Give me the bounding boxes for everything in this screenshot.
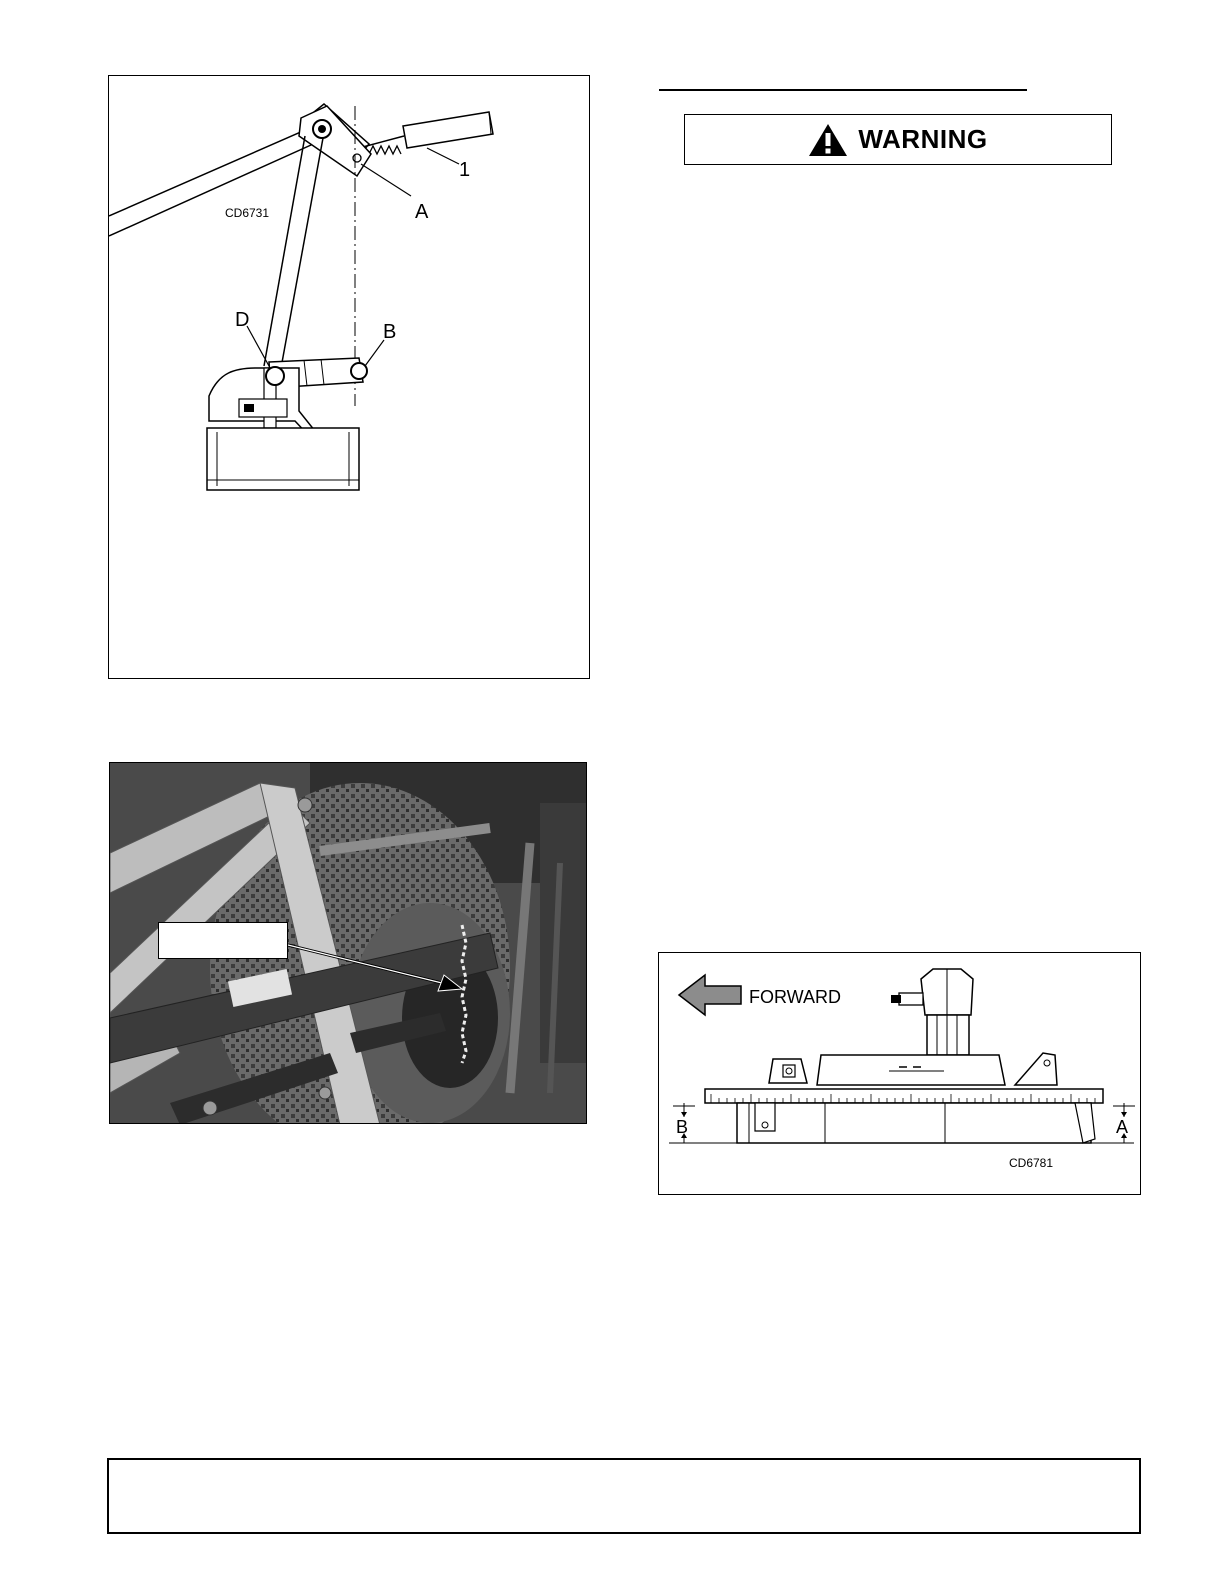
photo-callout-box [158, 922, 288, 959]
mower-level-drawing [659, 953, 1142, 1196]
warning-banner [684, 114, 1112, 165]
section-heading-rule [659, 89, 1027, 91]
warning-triangle-icon [808, 123, 848, 157]
warning-label: WARNING [858, 124, 988, 154]
forward-label: FORWARD [749, 987, 841, 1007]
footer-box [107, 1458, 1141, 1534]
figure-code: CD6731 [225, 206, 270, 220]
figure-mower-level [658, 952, 1141, 1195]
callout-1: 1 [459, 159, 471, 181]
callout-d: D [235, 309, 250, 331]
figure-code: CD6781 [1009, 1156, 1054, 1170]
callout-a: A [415, 201, 429, 223]
callout-a: A [1116, 1117, 1129, 1137]
callout-b: B [383, 321, 397, 343]
figure-hitch-photo [109, 762, 587, 1124]
linkage-drawing [109, 76, 591, 680]
callout-b: B [676, 1117, 689, 1137]
figure-linkage-diagram [108, 75, 590, 679]
